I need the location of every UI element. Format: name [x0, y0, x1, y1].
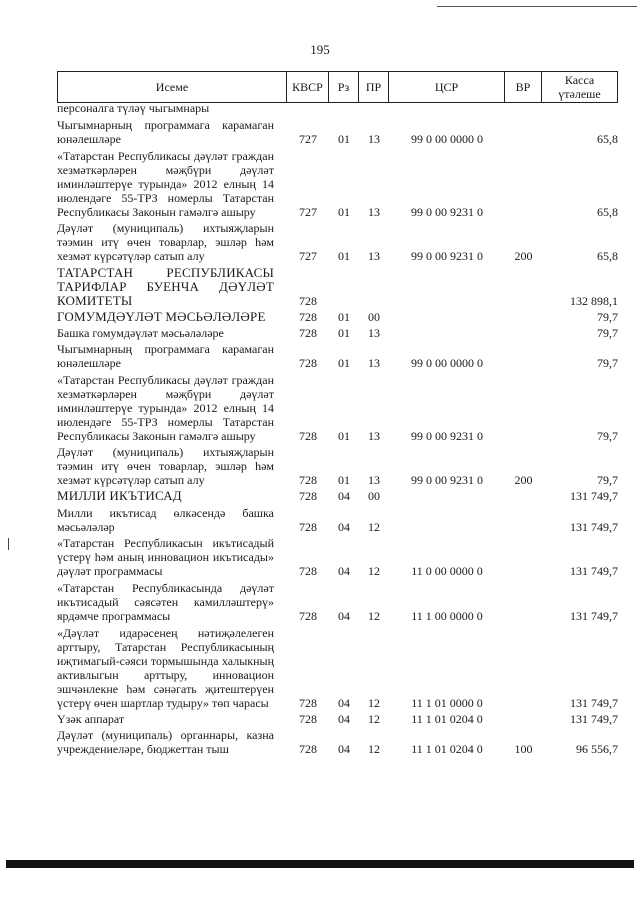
row-rz: 01: [338, 473, 350, 487]
row-name: Чыгымнарның программага карамаган юнәлешләре: [57, 342, 274, 370]
row-name: ТАТАРСТАН РЕСПУБЛИКАСЫ ТАРИФЛАР БУЕНЧА ДӘҮЛӘТ КОМИТЕТЫ: [57, 266, 274, 308]
row-sum: 132 898,1: [570, 294, 618, 308]
row-csr: 11 0 00 0000 0: [411, 564, 483, 578]
row-rz: 01: [338, 310, 350, 324]
row-rz: 04: [338, 696, 350, 710]
table-row: [57, 221, 632, 263]
row-sum: 131 749,7: [570, 696, 618, 710]
row-pr: 13: [368, 132, 380, 146]
row-rz: 01: [338, 205, 350, 219]
row-pr: 12: [368, 742, 380, 756]
row-pr: 13: [368, 249, 380, 263]
row-rz: 04: [338, 712, 350, 726]
row-kvsr: 728: [299, 696, 317, 710]
row-name: Дәүләт (муниципаль) ихтыяҗларын тәэмин итү өчен товарлар, эшләр һәм хезмәт күрсәтүләр сатып алу: [57, 445, 274, 487]
row-csr: 99 0 00 0000 0: [411, 356, 483, 370]
header-vr: ВР: [505, 72, 542, 102]
row-sum: 131 749,7: [570, 564, 618, 578]
table-row: [57, 506, 632, 534]
row-kvsr: 727: [299, 205, 317, 219]
row-sum: 65,8: [597, 205, 618, 219]
row-pr: 13: [368, 326, 380, 340]
row-pr: 12: [368, 609, 380, 623]
table-row: [57, 342, 632, 370]
row-sum: 79,7: [597, 326, 618, 340]
table-header: [57, 71, 618, 103]
row-rz: 04: [338, 489, 350, 503]
row-rz: 04: [338, 564, 350, 578]
row-csr: 11 1 01 0204 0: [411, 712, 483, 726]
row-rz: 01: [338, 249, 350, 263]
header-csr: ЦСР: [389, 72, 505, 102]
row-name: Дәүләт (муниципаль) органнары, казна учреждениеләре, бюджеттан тыш: [57, 728, 274, 756]
row-pr: 00: [368, 310, 380, 324]
header-pr: ПР: [359, 72, 389, 102]
row-kvsr: 728: [299, 429, 317, 443]
row-kvsr: 728: [299, 520, 317, 534]
row-name: Дәүләт (муниципаль) ихтыяҗларын тәэмин итү өчен товарлар, эшләр һәм хезмәт күрсәтүләр сатып алу: [57, 221, 274, 263]
table-row: [57, 373, 632, 443]
row-kvsr: 728: [299, 294, 317, 308]
row-sum: 65,8: [597, 132, 618, 146]
row-pr: 12: [368, 696, 380, 710]
row-rz: 01: [338, 326, 350, 340]
table-row: [57, 728, 632, 756]
row-kvsr: 728: [299, 712, 317, 726]
margin-mark: [8, 538, 9, 550]
row-name: Милли икътисад өлкәсендә башка мәсьәләләр: [57, 506, 274, 534]
row-sum: 131 749,7: [570, 520, 618, 534]
header-name: Исеме: [58, 72, 287, 102]
table-row: [57, 310, 632, 324]
row-csr: 99 0 00 9231 0: [411, 429, 483, 443]
row-rz: 04: [338, 609, 350, 623]
row-kvsr: 728: [299, 564, 317, 578]
row-sum: 131 749,7: [570, 712, 618, 726]
row-name: ГОМУМДӘҮЛӘТ МӘСЬӘЛӘЛӘРЕ: [57, 310, 266, 324]
row-name: «Татарстан Республикасы дәүләт граждан хезмәткәрләрен мәҗбүри дәүләт иминләштерүе турында» 2012 елның 14 июлендәге 55-ТРЗ номерлы Татарстан Республикасы Законын гамәлгә ашыру: [57, 373, 274, 443]
row-csr: 11 1 00 0000 0: [411, 609, 483, 623]
budget-table-body: [57, 101, 632, 756]
row-name: «Татарстан Республикасын икътисадый үстерү һәм аның инновацион икътисады» дәүләт программасы: [57, 536, 274, 578]
row-vr: 100: [514, 742, 533, 756]
row-csr: 99 0 00 9231 0: [411, 205, 483, 219]
header-rz: Рз: [329, 72, 359, 102]
row-pr: 13: [368, 429, 380, 443]
row-name: Үзәк аппарат: [57, 712, 125, 726]
row-sum: 79,7: [597, 310, 618, 324]
page-number: 195: [310, 42, 330, 57]
row-pr: 13: [368, 473, 380, 487]
table-row: [57, 149, 632, 219]
row-pr: 12: [368, 520, 380, 534]
row-kvsr: 728: [299, 742, 317, 756]
header-kassa-line1: Касса: [564, 73, 595, 87]
row-pr: 12: [368, 712, 380, 726]
row-pr: 13: [368, 356, 380, 370]
table-row: [57, 266, 632, 308]
table-row: [57, 445, 632, 487]
row-name: «Татарстан Республикасында дәүләт икътисадый сәясәтен камилләштерү» ярдәмче программасы: [57, 581, 274, 623]
row-kvsr: 728: [299, 609, 317, 623]
row-kvsr: 728: [299, 489, 317, 503]
table-row: [57, 581, 632, 623]
table-row: [57, 118, 632, 146]
row-sum: 131 749,7: [570, 489, 618, 503]
row-pr: 00: [368, 489, 380, 503]
row-kvsr: 727: [299, 132, 317, 146]
row-kvsr: 727: [299, 249, 317, 263]
row-sum: 79,7: [597, 473, 618, 487]
row-sum: 131 749,7: [570, 609, 618, 623]
row-kvsr: 728: [299, 473, 317, 487]
row-csr: 11 1 01 0000 0: [411, 696, 483, 710]
table-row: [57, 489, 632, 503]
row-pr: 12: [368, 564, 380, 578]
row-name: «Татарстан Республикасы дәүләт граждан хезмәткәрләрен мәҗбүри дәүләт иминләштерүе турында» 2012 елның 14 июлендәге 55-ТРЗ номерлы Татарстан Республикасы Законын гамәлгә ашыру: [57, 149, 274, 219]
row-name: Чыгымнарның программага карамаган юнәлешләре: [57, 118, 274, 146]
table-row: [57, 101, 632, 115]
table-row: [57, 712, 632, 726]
row-rz: 04: [338, 742, 350, 756]
table-row: [57, 626, 632, 710]
row-kvsr: 728: [299, 326, 317, 340]
row-name: персоналга түләү чыгымнары: [57, 101, 210, 115]
row-sum: 96 556,7: [576, 742, 618, 756]
header-kassa-line2: үтәлеше: [558, 87, 601, 101]
row-sum: 65,8: [597, 249, 618, 263]
row-sum: 79,7: [597, 429, 618, 443]
bottom-scan-bar: [6, 860, 634, 868]
row-csr: 99 0 00 0000 0: [411, 132, 483, 146]
table-row: [57, 536, 632, 578]
row-rz: 01: [338, 356, 350, 370]
row-sum: 79,7: [597, 356, 618, 370]
row-csr: 99 0 00 9231 0: [411, 473, 483, 487]
row-rz: 04: [338, 520, 350, 534]
row-name: МИЛЛИ ИКЪТИСАД: [57, 489, 182, 503]
row-vr: 200: [514, 249, 533, 263]
row-kvsr: 728: [299, 356, 317, 370]
row-rz: 01: [338, 429, 350, 443]
row-name: «Дәүләт идарәсенең нәтиҗәлелеген арттыру, Татарстан Республикасының иҗтимагый-сәяси тормышында халыкның активлыгын арттыру, инновацион эшчәнлекне һәм сәнәгать җитештерүен үстерү өчен шартлар тудыру» төп чарасы: [57, 626, 274, 710]
row-csr: 99 0 00 9231 0: [411, 249, 483, 263]
row-csr: 11 1 01 0204 0: [411, 742, 483, 756]
header-kassa: [542, 72, 617, 102]
row-kvsr: 728: [299, 310, 317, 324]
top-rule: [437, 6, 637, 7]
row-pr: 13: [368, 205, 380, 219]
table-row: [57, 326, 632, 340]
row-name: Башка гомумдәүләт мәсьәләләре: [57, 326, 224, 340]
row-rz: 01: [338, 132, 350, 146]
row-vr: 200: [514, 473, 533, 487]
header-kvsr: КВСР: [287, 72, 329, 102]
